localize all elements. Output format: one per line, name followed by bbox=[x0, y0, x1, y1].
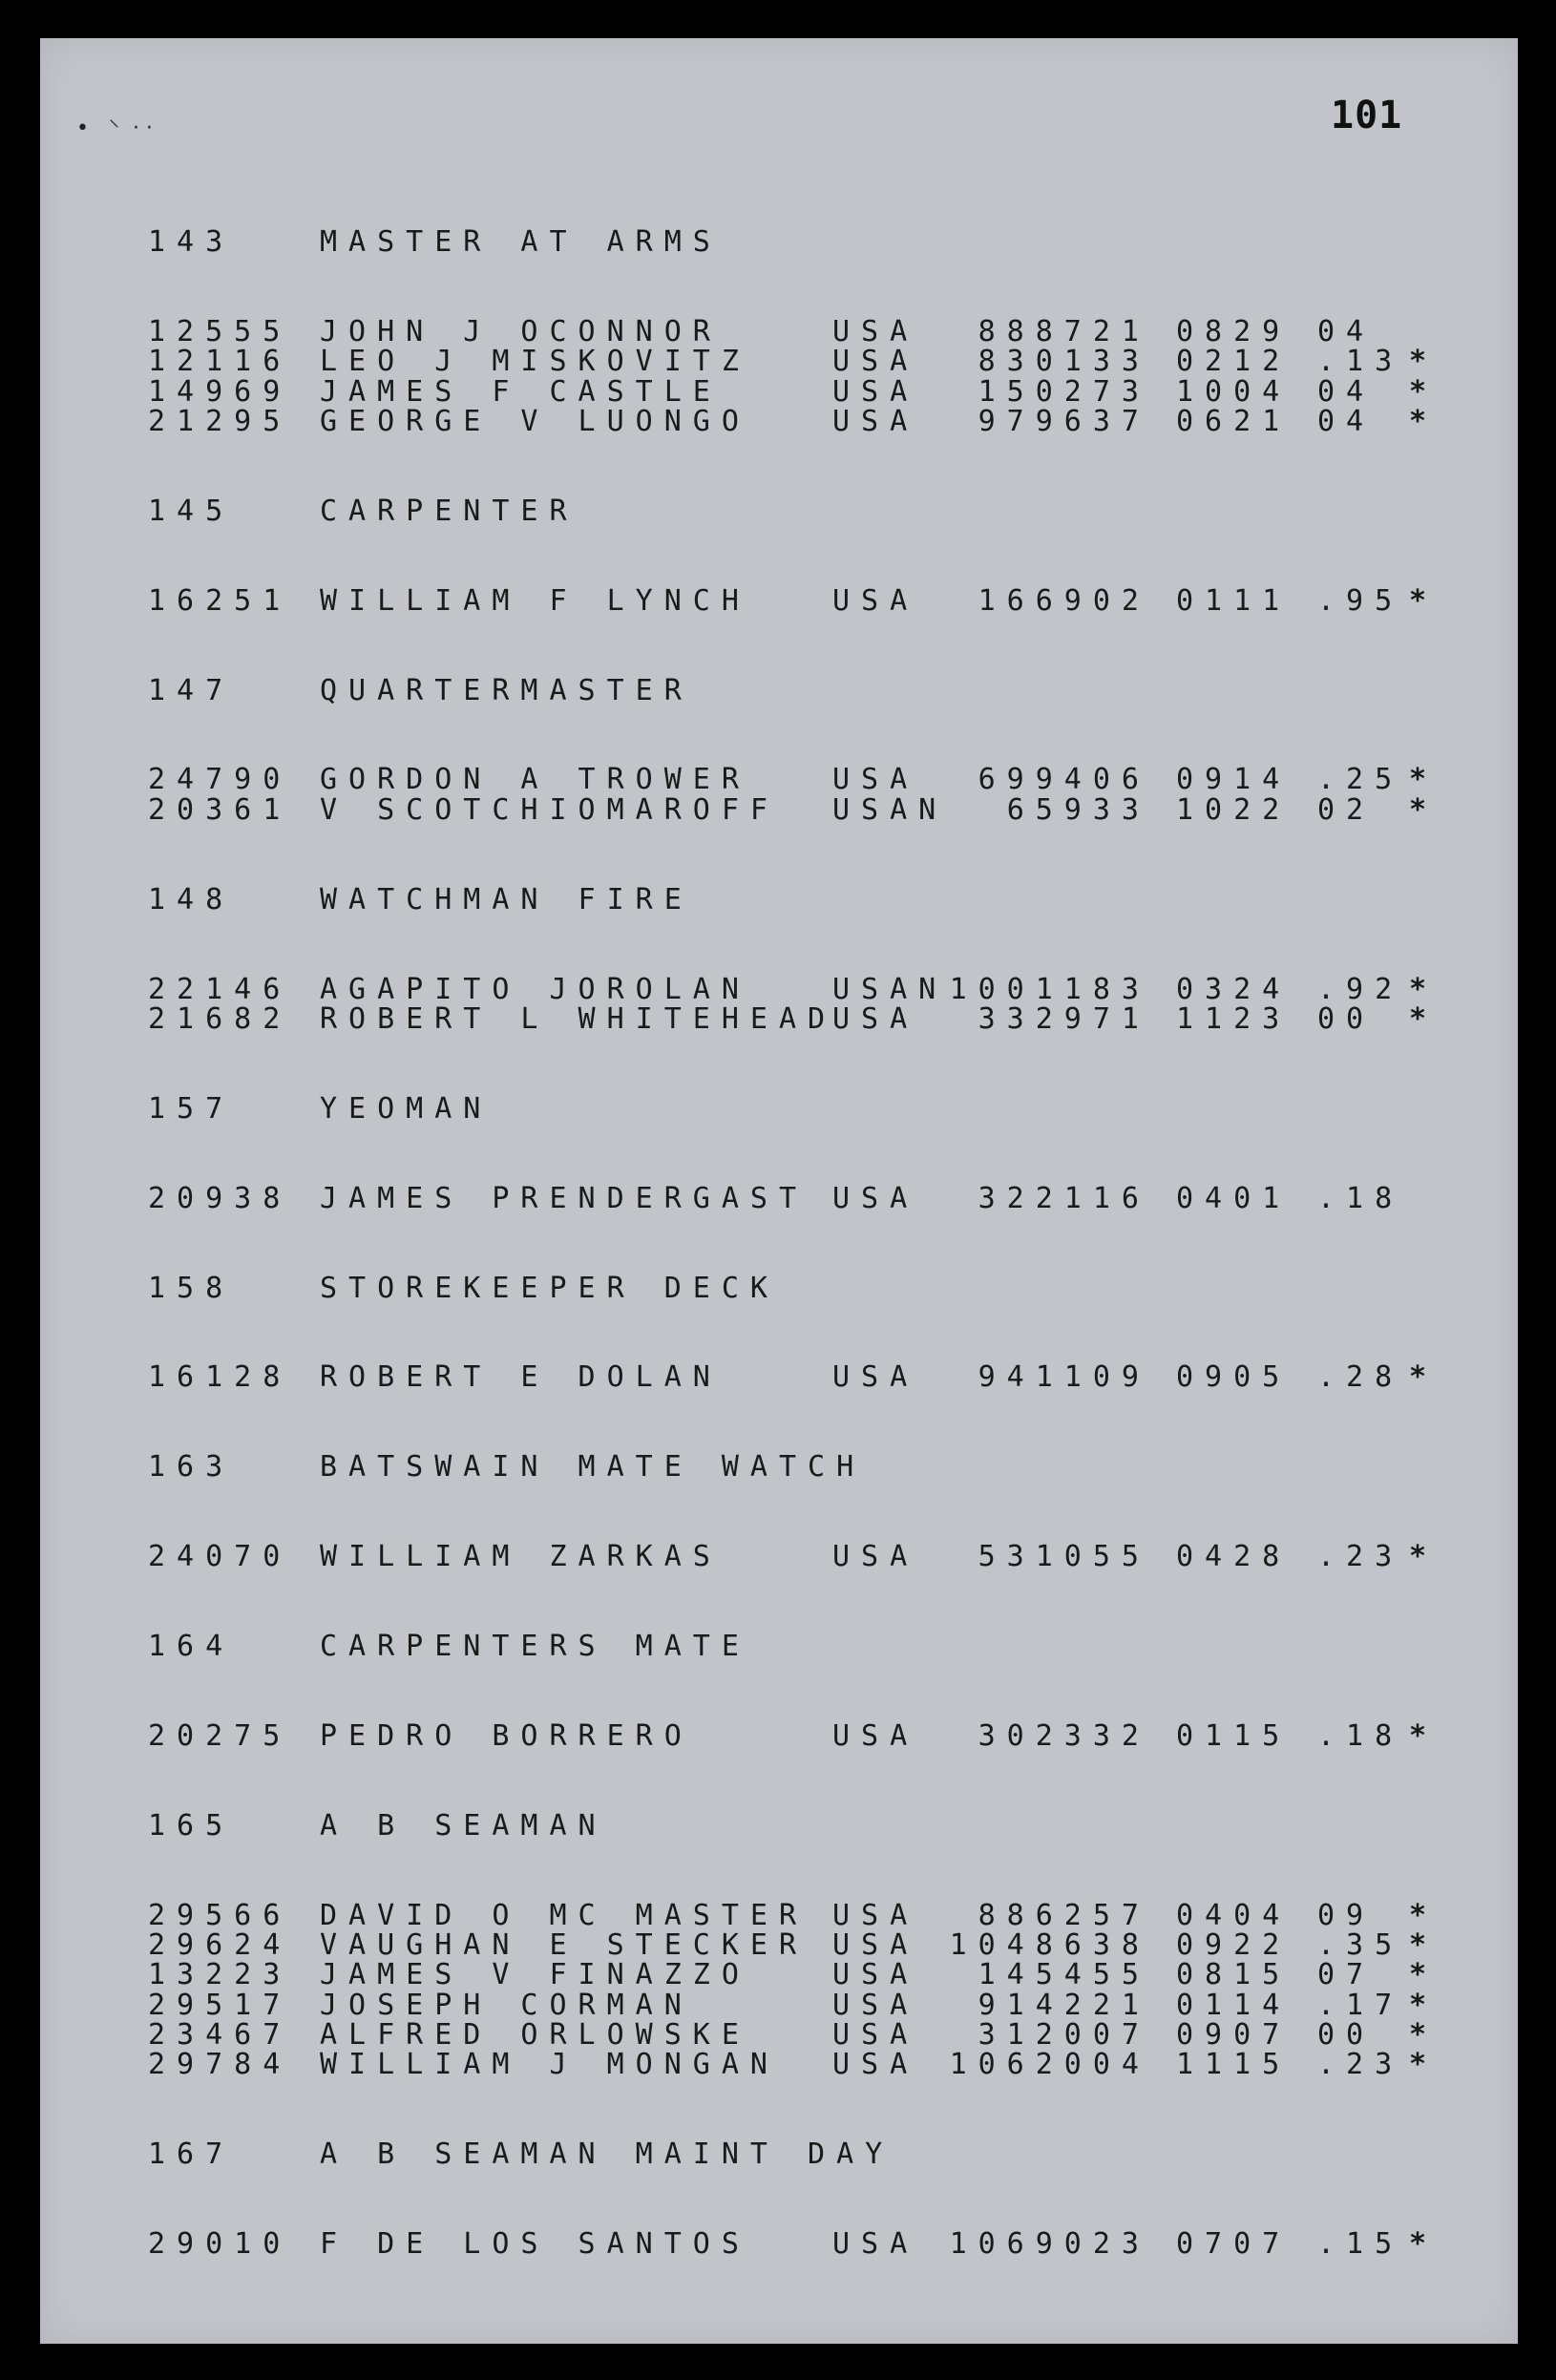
document-number: 150273 bbox=[978, 374, 1150, 409]
crew-name: JOSEPH CORMAN bbox=[320, 1988, 693, 2022]
document-number: 1069023 bbox=[949, 2227, 1150, 2262]
asterisk-mark: * bbox=[1409, 404, 1427, 438]
crew-name: F DE LOS SANTOS bbox=[320, 2227, 750, 2262]
crew-id: 21682 bbox=[148, 1001, 292, 1036]
value-code: .13 bbox=[1317, 345, 1404, 379]
document-number: 830133 bbox=[978, 345, 1150, 379]
section-title: CARPENTER bbox=[320, 494, 578, 528]
asterisk-mark: * bbox=[1409, 972, 1427, 1006]
date-code: 0707 bbox=[1176, 2227, 1292, 2262]
value-code: .35 bbox=[1317, 1928, 1404, 1963]
section-code: 143 bbox=[148, 225, 235, 259]
value-code: 07 bbox=[1317, 1958, 1376, 1992]
crew-id: 29566 bbox=[148, 1898, 292, 1932]
value-code: .25 bbox=[1317, 763, 1404, 797]
asterisk-mark: * bbox=[1409, 1988, 1427, 2022]
value-code: .23 bbox=[1317, 2048, 1404, 2082]
document-number: 145455 bbox=[978, 1958, 1150, 1992]
citizenship: USA bbox=[832, 1001, 919, 1036]
citizenship: USAN bbox=[832, 972, 948, 1006]
date-code: 1115 bbox=[1176, 2048, 1292, 2082]
section-code: 145 bbox=[148, 494, 235, 528]
section-title: MASTER AT ARMS bbox=[320, 225, 722, 259]
asterisk-mark: * bbox=[1409, 2018, 1427, 2052]
document-number: 312007 bbox=[978, 2018, 1150, 2052]
value-code: .95 bbox=[1317, 583, 1404, 618]
date-code: 0212 bbox=[1176, 345, 1292, 379]
date-code: 0324 bbox=[1176, 972, 1292, 1006]
section-title: BATSWAIN MATE WATCH bbox=[320, 1450, 866, 1485]
section-code: 157 bbox=[148, 1091, 235, 1126]
document-number: 979637 bbox=[978, 404, 1150, 438]
citizenship: USA bbox=[832, 345, 919, 379]
crew-id: 12116 bbox=[148, 345, 292, 379]
crew-id: 16128 bbox=[148, 1360, 292, 1395]
citizenship: USA bbox=[832, 1988, 919, 2022]
crew-id: 21295 bbox=[148, 404, 292, 438]
crew-id: 29624 bbox=[148, 1928, 292, 1963]
crew-name: WILLIAM J MONGAN bbox=[320, 2048, 779, 2082]
citizenship: USA bbox=[832, 2018, 919, 2052]
document-number: 888721 bbox=[978, 314, 1150, 348]
section-title: A B SEAMAN bbox=[320, 1808, 607, 1843]
date-code: 0907 bbox=[1176, 2018, 1292, 2052]
crew-id: 12555 bbox=[148, 314, 292, 348]
citizenship: USA bbox=[832, 1719, 919, 1753]
document-number: 1001183 bbox=[949, 972, 1150, 1006]
document-number: 166902 bbox=[978, 583, 1150, 618]
crew-id: 23467 bbox=[148, 2018, 292, 2052]
crew-name: AGAPITO JOROLAN bbox=[320, 972, 750, 1006]
crew-id: 20275 bbox=[148, 1719, 292, 1753]
document-number: 1062004 bbox=[949, 2048, 1150, 2082]
asterisk-mark: * bbox=[1409, 763, 1427, 797]
crew-name: V SCOTCHIOMAROFF bbox=[320, 792, 779, 827]
date-code: 0621 bbox=[1176, 404, 1292, 438]
citizenship: USA bbox=[832, 2227, 919, 2262]
section-title: A B SEAMAN MAINT DAY bbox=[320, 2138, 894, 2172]
document-number: 886257 bbox=[978, 1898, 1150, 1932]
citizenship: USA bbox=[832, 763, 919, 797]
value-code: .17 bbox=[1317, 1988, 1404, 2022]
section-code: 165 bbox=[148, 1808, 235, 1843]
citizenship: USA bbox=[832, 1928, 919, 1963]
value-code: .28 bbox=[1317, 1360, 1404, 1395]
date-code: 0914 bbox=[1176, 763, 1292, 797]
crew-name: PEDRO BORRERO bbox=[320, 1719, 693, 1753]
date-code: 0829 bbox=[1176, 314, 1292, 348]
citizenship: USA bbox=[832, 583, 919, 618]
value-code: .18 bbox=[1317, 1719, 1404, 1753]
asterisk-mark: * bbox=[1409, 374, 1427, 409]
asterisk-mark: * bbox=[1409, 583, 1427, 618]
crew-id: 29784 bbox=[148, 2048, 292, 2082]
document-number: 65933 bbox=[1006, 792, 1150, 827]
date-code: 0428 bbox=[1176, 1540, 1292, 1574]
date-code: 0111 bbox=[1176, 583, 1292, 618]
value-code: 04 bbox=[1317, 404, 1376, 438]
date-code: 1022 bbox=[1176, 792, 1292, 827]
section-title: YEOMAN bbox=[320, 1091, 493, 1126]
section-code: 148 bbox=[148, 882, 235, 916]
citizenship: USA bbox=[832, 1898, 919, 1932]
crew-id: 16251 bbox=[148, 583, 292, 618]
document-number: 699406 bbox=[978, 763, 1150, 797]
crew-name: GEORGE V LUONGO bbox=[320, 404, 750, 438]
document-number: 302332 bbox=[978, 1719, 1150, 1753]
date-code: 0905 bbox=[1176, 1360, 1292, 1395]
section-title: QUARTERMASTER bbox=[320, 673, 693, 707]
citizenship: USA bbox=[832, 374, 919, 409]
citizenship: USA bbox=[832, 404, 919, 438]
date-code: 0404 bbox=[1176, 1898, 1292, 1932]
crew-id: 29010 bbox=[148, 2227, 292, 2262]
document-number: 332971 bbox=[978, 1001, 1150, 1036]
section-code: 147 bbox=[148, 673, 235, 707]
value-code: 02 bbox=[1317, 792, 1376, 827]
date-code: 1123 bbox=[1176, 1001, 1292, 1036]
crew-name: JAMES F CASTLE bbox=[320, 374, 722, 409]
crew-id: 20361 bbox=[148, 792, 292, 827]
crew-id: 20938 bbox=[148, 1181, 292, 1215]
citizenship: USAN bbox=[832, 792, 948, 827]
document-number: 914221 bbox=[978, 1988, 1150, 2022]
section-title: CARPENTERS MATE bbox=[320, 1630, 750, 1664]
asterisk-mark: * bbox=[1409, 1898, 1427, 1932]
citizenship: USA bbox=[832, 1360, 919, 1395]
crew-name: ALFRED ORLOWSKE bbox=[320, 2018, 750, 2052]
citizenship: USA bbox=[832, 1540, 919, 1574]
document-number: 941109 bbox=[978, 1360, 1150, 1395]
crew-id: 29517 bbox=[148, 1988, 292, 2022]
document-number: 322116 bbox=[978, 1181, 1150, 1215]
section-code: 167 bbox=[148, 2138, 235, 2172]
crew-name: WILLIAM F LYNCH bbox=[320, 583, 750, 618]
document-number: 1048638 bbox=[949, 1928, 1150, 1963]
asterisk-mark: * bbox=[1409, 1540, 1427, 1574]
section-code: 164 bbox=[148, 1630, 235, 1664]
asterisk-mark: * bbox=[1409, 1360, 1427, 1395]
citizenship: USA bbox=[832, 314, 919, 348]
crew-id: 13223 bbox=[148, 1958, 292, 1992]
value-code: .23 bbox=[1317, 1540, 1404, 1574]
crew-name: JAMES V FINAZZO bbox=[320, 1958, 750, 1992]
section-title: STOREKEEPER DECK bbox=[320, 1271, 779, 1305]
page-number: 101 bbox=[1331, 94, 1403, 137]
value-code: 04 bbox=[1317, 314, 1376, 348]
citizenship: USA bbox=[832, 2048, 919, 2082]
value-code: 00 bbox=[1317, 1001, 1376, 1036]
crew-name: LEO J MISKOVITZ bbox=[320, 345, 750, 379]
crew-name: ROBERT E DOLAN bbox=[320, 1360, 722, 1395]
asterisk-mark: * bbox=[1409, 345, 1427, 379]
crew-name: VAUGHAN E STECKER bbox=[320, 1928, 809, 1963]
citizenship: USA bbox=[832, 1958, 919, 1992]
citizenship: USA bbox=[832, 1181, 919, 1215]
asterisk-mark: * bbox=[1409, 2048, 1427, 2082]
asterisk-mark: * bbox=[1409, 792, 1427, 827]
section-code: 158 bbox=[148, 1271, 235, 1305]
value-code: .15 bbox=[1317, 2227, 1404, 2262]
asterisk-mark: * bbox=[1409, 1928, 1427, 1963]
asterisk-mark: * bbox=[1409, 2227, 1427, 2262]
crew-name: JOHN J OCONNOR bbox=[320, 314, 722, 348]
value-code: 00 bbox=[1317, 2018, 1376, 2052]
date-code: 0401 bbox=[1176, 1181, 1292, 1215]
crew-id: 22146 bbox=[148, 972, 292, 1006]
asterisk-mark: * bbox=[1409, 1958, 1427, 1992]
crew-name: DAVID O MC MASTER bbox=[320, 1898, 809, 1932]
ink-specks: • ⸌ · · bbox=[76, 116, 153, 140]
crew-name: ROBERT L WHITEHEAD bbox=[320, 1001, 837, 1036]
asterisk-mark: * bbox=[1409, 1001, 1427, 1036]
crew-name: GORDON A TROWER bbox=[320, 763, 750, 797]
crew-name: JAMES PRENDERGAST bbox=[320, 1181, 809, 1215]
date-code: 0815 bbox=[1176, 1958, 1292, 1992]
crew-id: 24790 bbox=[148, 763, 292, 797]
section-title: WATCHMAN FIRE bbox=[320, 882, 693, 916]
value-code: 04 bbox=[1317, 374, 1376, 409]
value-code: .18 bbox=[1317, 1181, 1404, 1215]
date-code: 1004 bbox=[1176, 374, 1292, 409]
date-code: 0115 bbox=[1176, 1719, 1292, 1753]
section-code: 163 bbox=[148, 1450, 235, 1485]
date-code: 0922 bbox=[1176, 1928, 1292, 1963]
value-code: .92 bbox=[1317, 972, 1404, 1006]
asterisk-mark: * bbox=[1409, 1719, 1427, 1753]
crew-id: 14969 bbox=[148, 374, 292, 409]
document-number: 531055 bbox=[978, 1540, 1150, 1574]
crew-name: WILLIAM ZARKAS bbox=[320, 1540, 722, 1574]
value-code: 09 bbox=[1317, 1898, 1376, 1932]
crew-id: 24070 bbox=[148, 1540, 292, 1574]
date-code: 0114 bbox=[1176, 1988, 1292, 2022]
